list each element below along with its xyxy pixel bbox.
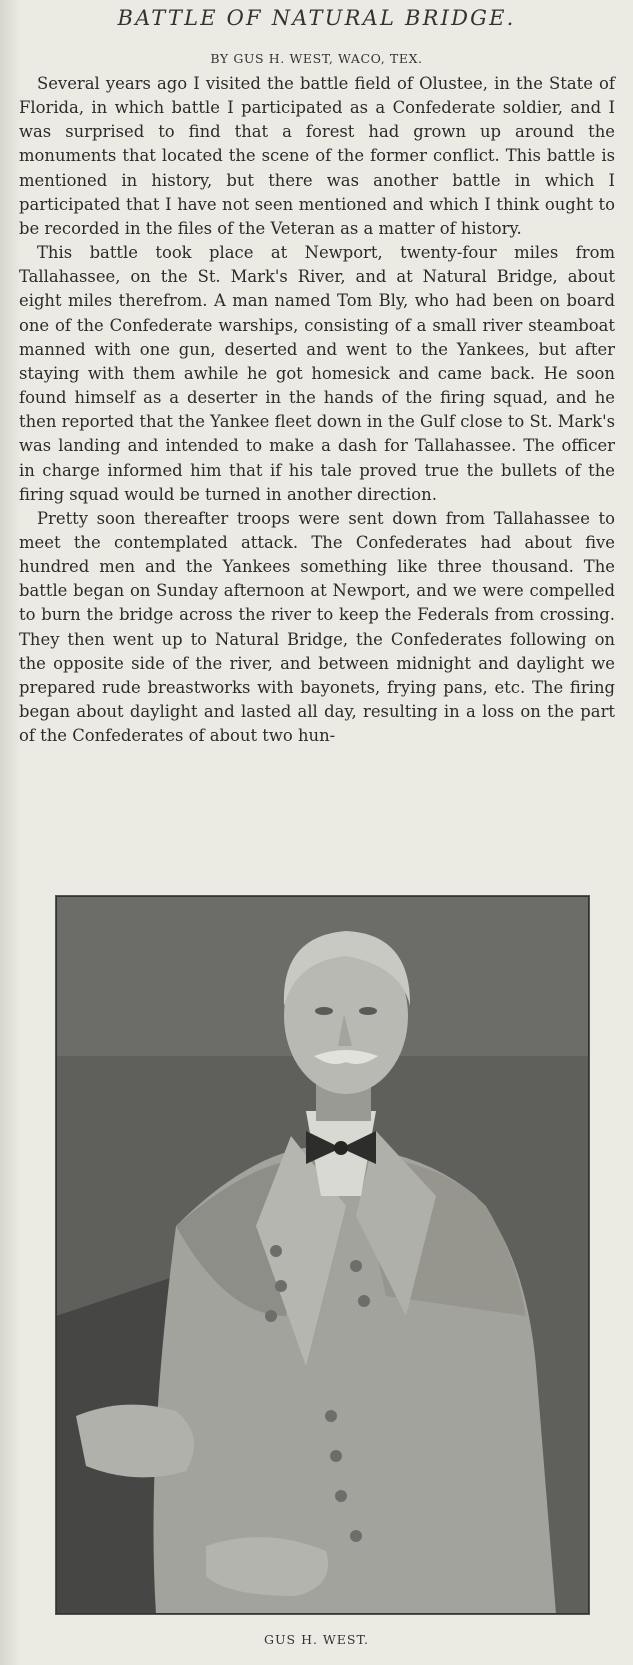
article-paragraph-2: This battle took place at Newport, twenty-four miles from Tallahassee, on the St. Mark's River, and at Natural Bridge, about eight miles therefrom. A man named Tom Bly, who had been on board one of the Confederate warships, consisting of a small river steamboat manned with one gun, deserted and went to the Yankees, but after staying with them awhile he got homesick and came back. He soon found himself as a deserter in the hands of the firing squad, and he then reported that the Yankee fleet down in the Gulf close to St. Mark's was landing and intended to make a dash for Tallahassee. The officer in charge informed him that if his tale proved true the bullets of the firing squad would be turned in another direction.	[19, 243, 615, 504]
article-body	[19, 72, 615, 748]
photo-caption: GUS H. WEST.	[264, 1632, 369, 1647]
article-paragraph-3: Pretty soon thereafter troops were sent down from Tallahassee to meet the contemplated attack. The Confederates had about five hundred men and the Yankees something like three thousand. The battle began on Sunday afternoon at Newport, and we were compelled to burn the bridge across the river to keep the Federals from crossing. They then went up to Natural Bridge, the Confederates following on the opposite side of the river, and between midnight and daylight we prepared rude breastworks with bayonets, frying pans, etc. The firing began about daylight and lasted all day, resulting in a loss on the part of the Confederates of about two hun-	[19, 508, 615, 746]
portrait-photo	[55, 895, 590, 1615]
article-title: BATTLE OF NATURAL BRIDGE.	[117, 6, 516, 30]
article-byline: BY GUS H. WEST, WACO, TEX.	[210, 51, 423, 66]
portrait-illustration	[56, 896, 589, 1614]
article-paragraph-1: Several years ago I visited the battle field of Olustee, in the State of Florida, in which battle I participated as a Confederate soldier, and I was surprised to find that a forest had grown up around the monuments that located the scene of the former conflict. This battle is mentioned in history, but there was another battle in which I participated that I have not seen mentioned and which I think ought to be recorded in the files of the Veteran as a matter of history.	[19, 74, 615, 238]
